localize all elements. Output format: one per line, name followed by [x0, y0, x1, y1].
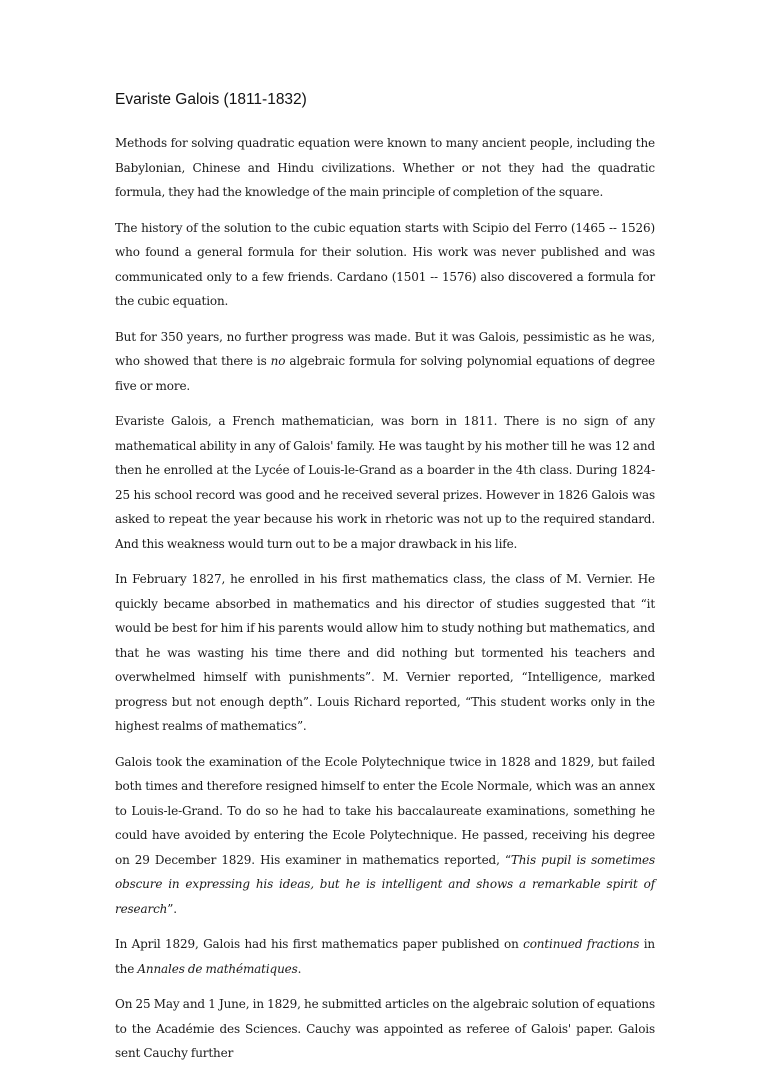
paragraph: [115, 131, 655, 205]
paragraph-text: In April 1829, Galois had his first mathematics paper published on: [115, 937, 524, 951]
emphasis-text: This pupil is sometimes obscure in expressing his ideas, but he is intelligent and shows a remarkable spirit of research: [115, 852, 655, 916]
paragraph-text: In February 1827, he enrolled in his first mathematics class, the class of M. Vernier. He quickly became absorbed in mathematics and his director of studies suggested that “it would be best for him if his parents would allow him to study nothing but mathematics, and that he was wasting his time there and did nothing but tormented his teachers and overwhelmed himself with punishments”. M. Vernier reported, “Intelligence, marked progress but not enough depth”. Louis Richard reported, “This student works only in the highest realms of mathematics”.: [115, 572, 655, 733]
document-title: Evariste Galois (1811-1832): [115, 91, 307, 108]
paragraph-text: Methods for solving quadratic equation were known to many ancient people, including the Babylonian, Chinese and Hindu civilizations. Whether or not they had the quadratic formula, they had the knowledge of the main principle of completion of the square.: [115, 136, 655, 199]
paragraph: [115, 750, 655, 922]
paragraph-text: On 25 May and 1 June, in 1829, he submitted articles on the algebraic solution of equations to the Académie des Sciences. Cauchy was appointed as referee of Galois' paper. Galois sent Cauchy further: [115, 997, 655, 1060]
paragraph: [115, 992, 655, 1066]
paragraph: [115, 409, 655, 556]
paragraph-text: Evariste Galois, a French mathematician, was born in 1811. There is no sign of any mathematical ability in any of Galois' family. He was taught by his mother till he was 12 and then he enrolled at the Lycée of Louis-le-Grand as a boarder in the 4th class. During 1824-25 his school record was good and he received several prizes. However in 1826 Galois was asked to repeat the year because his work in rhetoric was not up to the required standard. And this weakness would turn out to be a major drawback in his life.: [115, 414, 655, 551]
paragraph: [115, 567, 655, 739]
document-body: [115, 131, 655, 1066]
paragraph-text: in the: [115, 937, 655, 976]
paragraph-text: ”.: [167, 901, 177, 916]
paragraph-text: .: [297, 961, 302, 976]
paragraph-text: algebraic formula for solving polynomial equations of degree five or more.: [115, 354, 655, 393]
paragraph: [115, 325, 655, 399]
emphasis-text: no: [270, 354, 286, 368]
paragraph: [115, 932, 655, 981]
paragraph: [115, 216, 655, 314]
emphasis-text: continued fractions: [523, 937, 640, 951]
paragraph-text: The history of the solution to the cubic equation starts with Scipio del Ferro (1465 -- 1526) who found a general formula for their solution. His work was never published and was communicated only to a few friends. Cardano (1501 -- 1576) also discovered a formula for the cubic equation.: [115, 220, 655, 308]
paragraph-text: Galois took the examination of the Ecole Polytechnique twice in 1828 and 1829, but failed both times and therefore resigned himself to enter the Ecole Normale, which was an annex to Louis-le-Grand. To do so he had to take his baccalaureate examinations, something he could have avoided by entering the Ecole Polytechnique. He passed, receiving his degree on 29 December 1829. His examiner in mathematics reported, “: [115, 754, 655, 867]
emphasis-text: Annales de mathématiques: [137, 961, 298, 976]
paragraph-text: But for 350 years, no further progress was made. But it was Galois, pessimistic as he was, who showed that there is: [115, 329, 655, 368]
